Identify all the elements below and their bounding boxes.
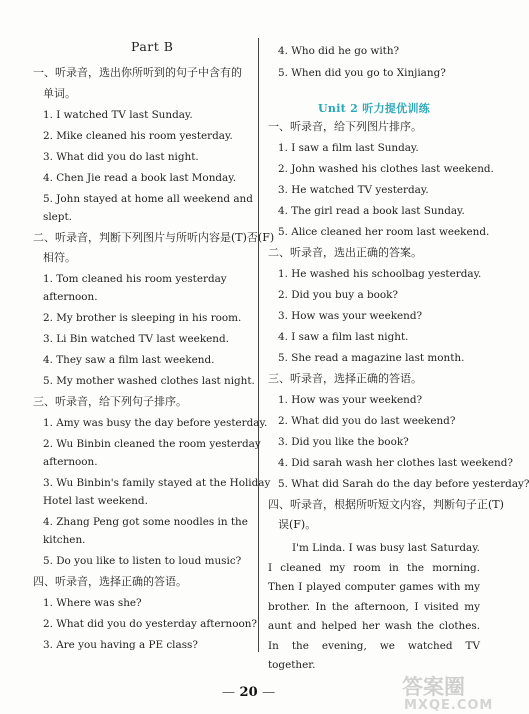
s3-item-3: 3. Wu Binbin's family stayed at the Holiday [43, 477, 271, 489]
s1-item-5: 5. John stayed at home all weekend and [43, 193, 253, 205]
watermark-line2: MXQE.COM [404, 698, 494, 713]
u2-item-2: 2. Did you buy a book? [278, 289, 398, 301]
s2-item-3: 3. Li Bin watched TV last weekend. [43, 333, 229, 345]
s2-item-5: 5. My mother washed clothes last night. [43, 375, 255, 387]
u4-heading: 四、听录音，根据所听短文内容，判断句子正(T) [268, 498, 504, 511]
u3-item-4: 4. Did sarah wash her clothes last weekend? [278, 457, 513, 469]
page-number-dash-right: — [262, 685, 276, 700]
u2-item-5: 5. She read a magazine last month. [278, 352, 465, 364]
u1-item-4: 4. The girl read a book last Sunday. [278, 205, 465, 217]
s1-item-2: 2. Mike cleaned his room yesterday. [43, 130, 233, 142]
s4-item-3: 3. Are you having a PE class? [43, 639, 198, 651]
s1-item-3: 3. What did you do last night. [43, 151, 199, 163]
listening-passage: I'm Linda. I was busy last Saturday. I cleaned my room in the morning. Then I played computer games with my brother. In the afternoon, I visited my aunt and helped her wash the clothes. In the evening, we watched TV together. [268, 542, 480, 671]
s4-item-1: 1. Where was she? [43, 597, 142, 609]
s4-heading: 四、听录音，选择正确的答语。 [33, 575, 187, 588]
s1-item-5-cont: slept. [43, 211, 72, 223]
s2-heading: 二、听录音，判断下列图片与所听内容是(T)否(F) [33, 231, 275, 244]
s1-item-4: 4. Chen Jie read a book last Monday. [43, 172, 237, 184]
top-item-4: 4. Who did he go with? [278, 45, 400, 57]
s1-heading: 一、听录音，选出你所听到的句子中含有的 [33, 66, 242, 79]
watermark-line1: 答案圈 [402, 675, 465, 699]
s1-item-1: 1. I watched TV last Sunday. [43, 109, 193, 121]
u2-item-4: 4. I saw a film last night. [278, 331, 409, 343]
page-number-value: 20 [239, 685, 258, 700]
s2-item-1: 1. Tom cleaned his room yesterday [43, 273, 227, 285]
u3-item-1: 1. How was your weekend? [278, 394, 423, 406]
u2-item-3: 3. How was your weekend? [278, 310, 423, 322]
s3-item-5: 5. Do you like to listen to loud music? [43, 555, 242, 567]
s3-item-4: 4. Zhang Peng got some noodles in the [43, 516, 248, 528]
s2-heading-cont: 相符。 [43, 251, 76, 264]
s2-item-1-cont: afternoon. [43, 291, 98, 303]
s3-item-4-cont: kitchen. [43, 534, 86, 546]
u3-heading: 三、听录音，选择正确的答语。 [268, 372, 422, 385]
u4-heading-cont: 误(F)。 [278, 518, 317, 531]
watermark-logo [400, 670, 495, 712]
s3-item-3-cont: Hotel last weekend. [43, 495, 148, 507]
top-item-5: 5. When did you go to Xinjiang? [278, 67, 446, 79]
s3-item-2: 2. Wu Binbin cleaned the room yesterday [43, 438, 261, 450]
u1-item-1: 1. I saw a film last Sunday. [278, 142, 419, 154]
column-divider [258, 38, 259, 652]
u1-item-2: 2. John washed his clothes last weekend. [278, 163, 494, 175]
u2-item-1: 1. He washed his schoolbag yesterday. [278, 268, 482, 280]
s2-item-2: 2. My brother is sleeping in his room. [43, 312, 242, 324]
u1-item-3: 3. He watched TV yesterday. [278, 184, 429, 196]
s3-item-2-cont: afternoon. [43, 456, 98, 468]
s2-item-4: 4. They saw a film last weekend. [43, 354, 215, 366]
unit-title: Unit 2 听力提优训练 [318, 102, 431, 115]
u2-heading: 二、听录音，选出正确的答案。 [268, 246, 422, 259]
s3-item-1: 1. Amy was busy the day before yesterday. [43, 417, 268, 429]
page-number [222, 685, 275, 700]
u1-item-5: 5. Alice cleaned her room last weekend. [278, 226, 490, 238]
part-title: Part B [131, 39, 174, 54]
u3-item-2: 2. What did you do last weekend? [278, 415, 456, 427]
u3-item-5: 5. What did Sarah do the day before yesterday? [278, 478, 529, 490]
u3-item-3: 3. Did you like the book? [278, 436, 409, 448]
s3-heading: 三、听录音，给下列句子排序。 [33, 395, 187, 408]
s1-heading-cont: 单词。 [43, 87, 76, 100]
s4-item-2: 2. What did you do yesterday afternoon? [43, 618, 257, 630]
page-number-dash-left: — [222, 685, 235, 700]
u1-heading: 一、听录音，给下列图片排序。 [268, 120, 422, 133]
